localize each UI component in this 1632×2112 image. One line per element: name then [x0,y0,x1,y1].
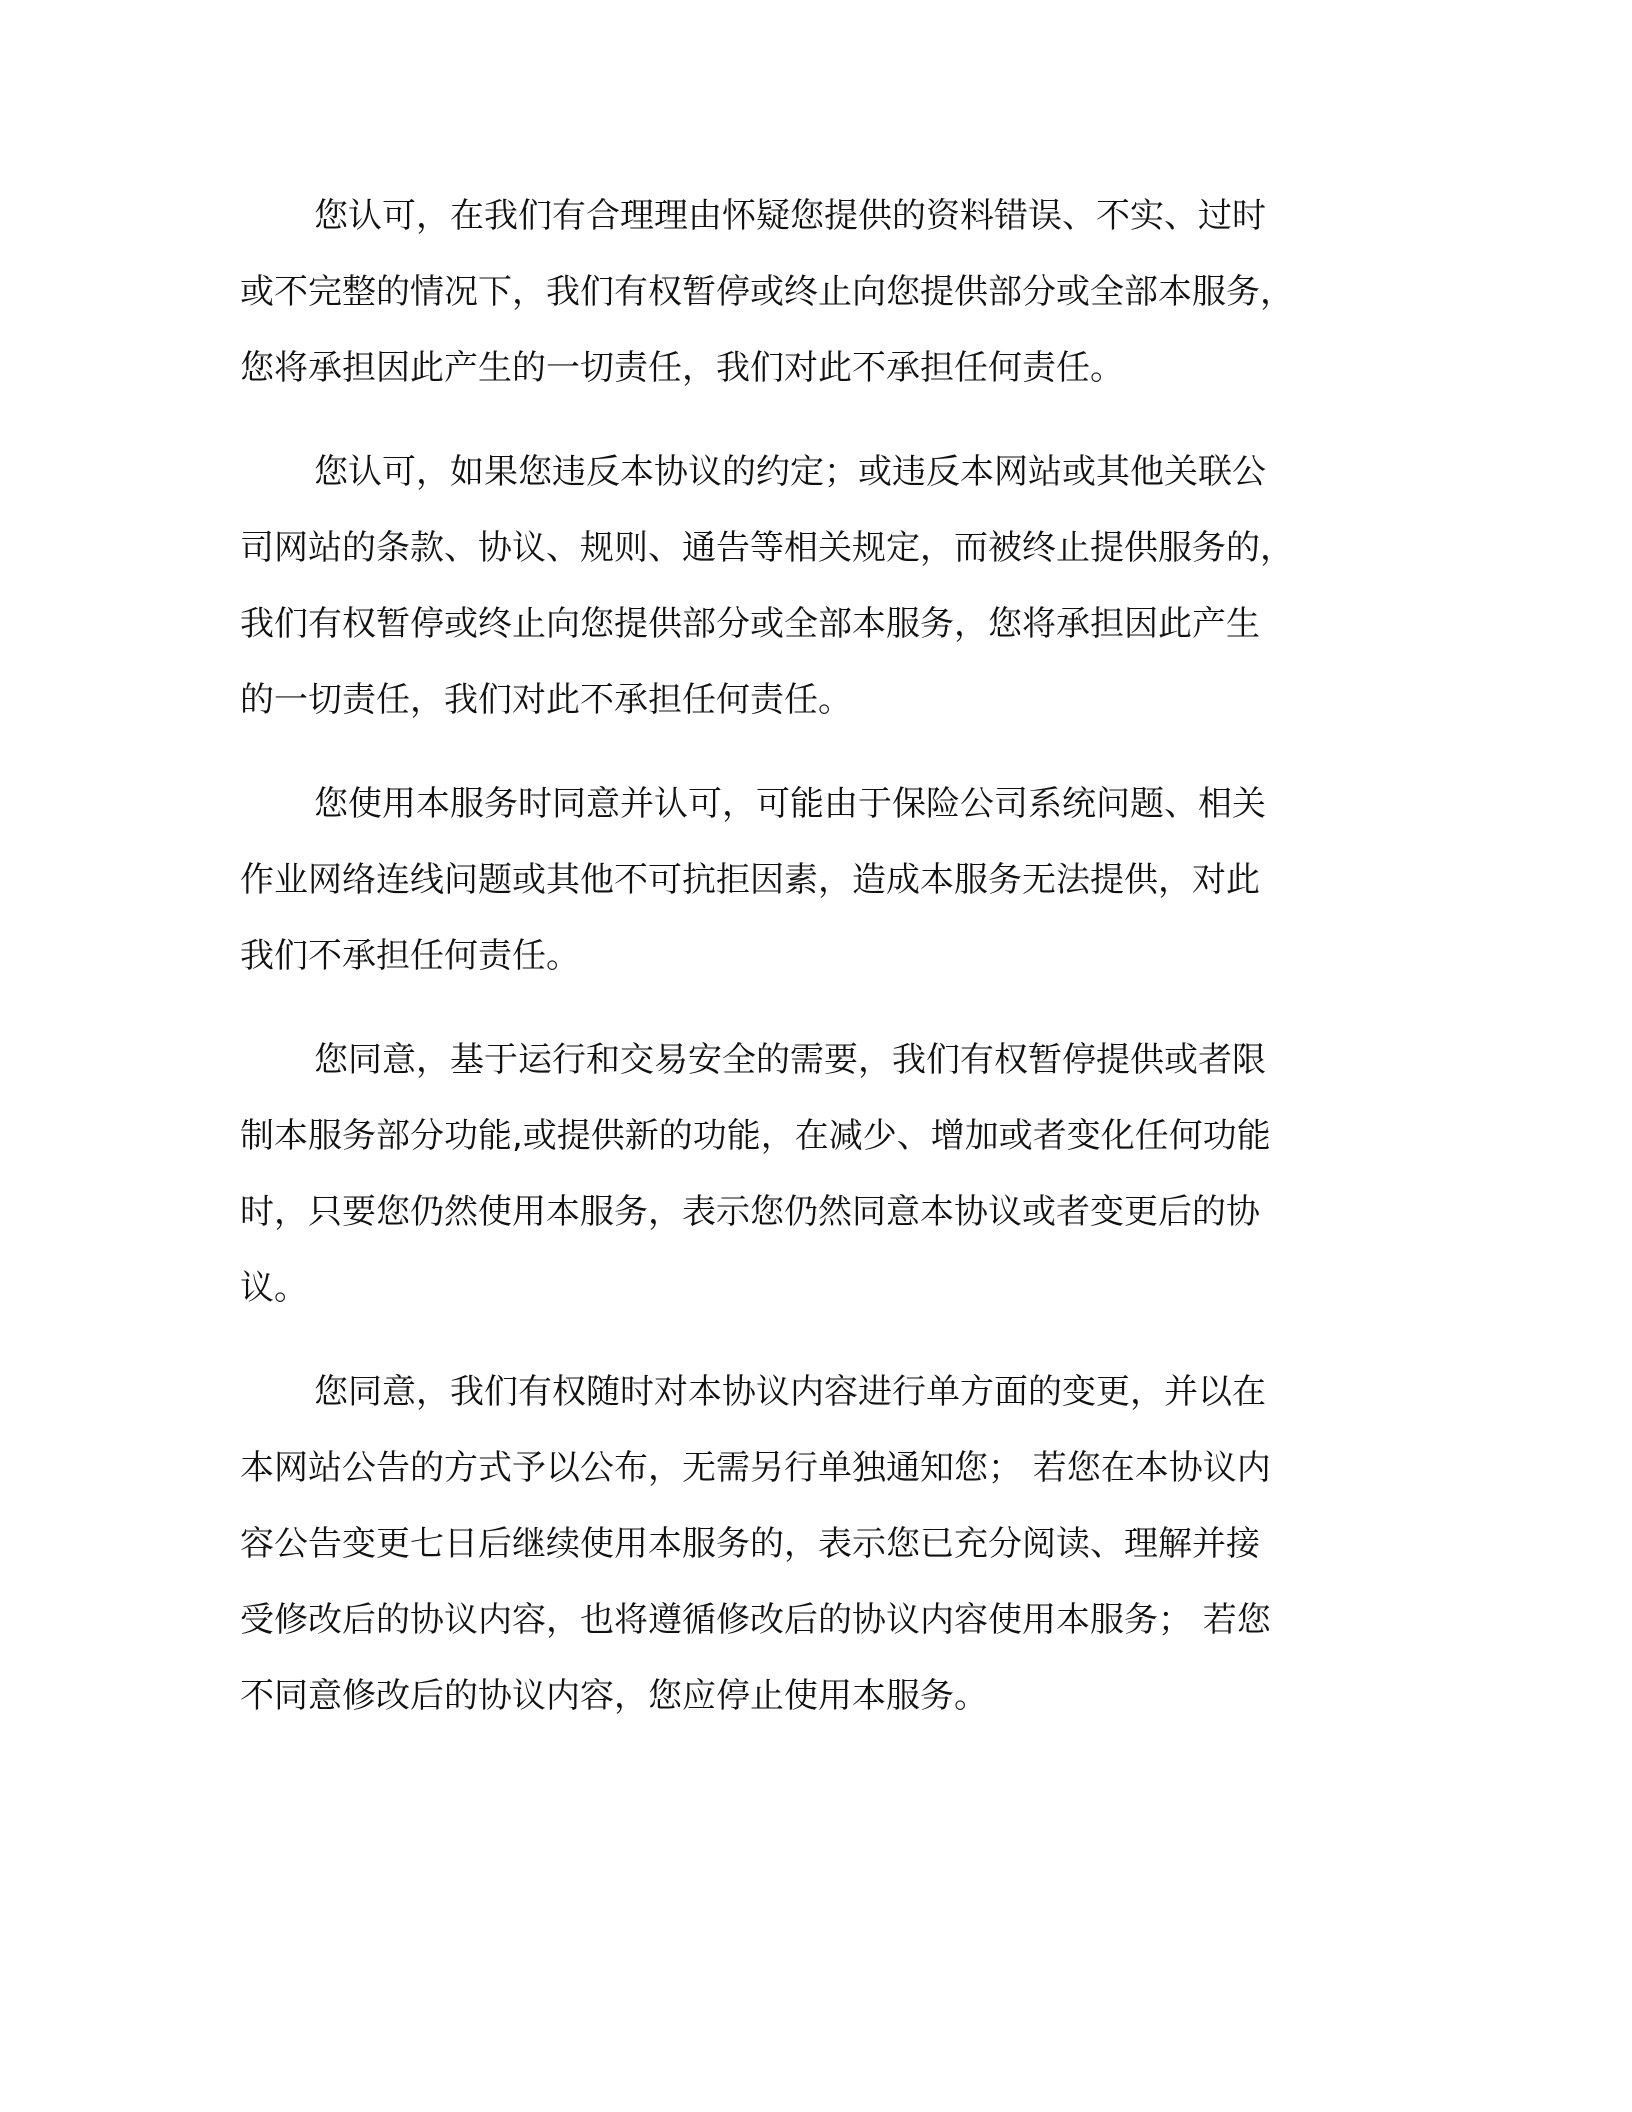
paragraph-1-line-3: 您将承担因此产生的一切责任，我们对此不承担任何责任。 [240,348,1124,388]
paragraph-2-line-4: 的一切责任，我们对此不承担任何责任。 [240,680,852,720]
paragraph-3-line-1: 您使用本服务时同意并认可，可能由于保险公司系统问题、相关 [314,784,1266,824]
paragraph-1-line-1: 您认可，在我们有合理理由怀疑您提供的资料错误、不实、过时 [314,196,1266,236]
paragraph-3-line-3: 我们不承担任何责任。 [240,936,580,976]
paragraph-5-line-2: 本网站公告的方式予以公布，无需另行单独通知您； 若您在本协议内 [240,1448,1271,1488]
paragraph-2-line-1: 您认可，如果您违反本协议的约定；或违反本网站或其他关联公 [314,452,1266,492]
paragraph-5-line-5: 不同意修改后的协议内容，您应停止使用本服务。 [240,1676,988,1716]
paragraph-4-line-4: 议。 [240,1268,308,1308]
paragraph-5-line-1: 您同意，我们有权随时对本协议内容进行单方面的变更，并以在 [314,1372,1266,1412]
paragraph-5-line-3: 容公告变更七日后继续使用本服务的，表示您已充分阅读、理解并接 [240,1524,1260,1564]
paragraph-1-line-2: 或不完整的情况下，我们有权暂停或终止向您提供部分或全部本服务， [240,272,1294,312]
paragraph-4-line-1: 您同意，基于运行和交易安全的需要，我们有权暂停提供或者限 [314,1040,1266,1080]
paragraph-4-line-2: 制本服务部分功能,或提供新的功能，在减少、增加或者变化任何功能 [240,1116,1271,1156]
paragraph-4-line-3: 时，只要您仍然使用本服务，表示您仍然同意本协议或者变更后的协 [240,1192,1260,1232]
paragraph-2-line-3: 我们有权暂停或终止向您提供部分或全部本服务，您将承担因此产生 [240,604,1260,644]
paragraph-3-line-2: 作业网络连线问题或其他不可抗拒因素，造成本服务无法提供，对此 [240,860,1260,900]
paragraph-5-line-4: 受修改后的协议内容，也将遵循修改后的协议内容使用本服务； 若您 [240,1600,1271,1640]
paragraph-2-line-2: 司网站的条款、协议、规则、通告等相关规定，而被终止提供服务的， [240,528,1294,568]
